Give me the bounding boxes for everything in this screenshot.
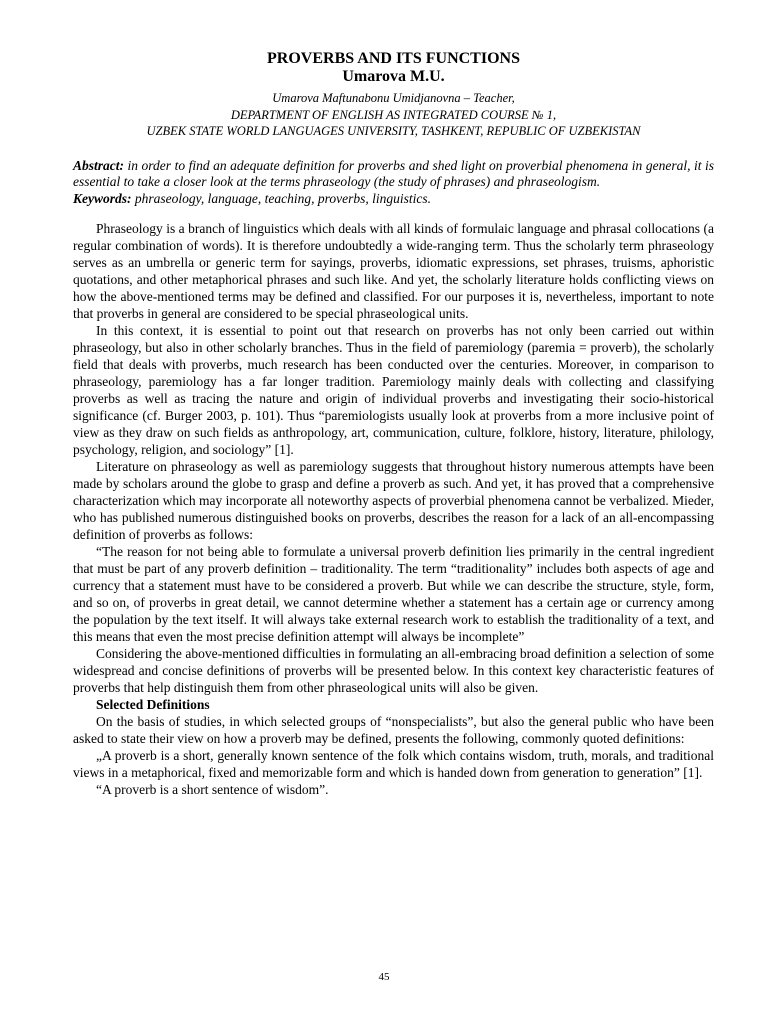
keywords-text: phraseology, language, teaching, proverbs, linguistics. [131, 190, 431, 206]
body-paragraph-3: Literature on phraseology as well as paremiology suggests that throughout history numerous attempts have been made by scholars around the globe to grasp and define a proverb as such. And yet, it has proved that a comprehensive characterization which may incorporate all noteworthy aspects of proverbial phenomena cannot be verbalized. Mieder, who has published numerous distinguished books on proverbs, describes the reason for a lack of an all-encompassing definition of proverbs as follows: [73, 459, 714, 542]
definition-2: “A proverb is a short sentence of wisdom”. [96, 782, 329, 797]
body-paragraph-5: Considering the above-mentioned difficulties in formulating an all-embracing broad definition a selection of some widespread and concise definitions of proverbs will be presented below. In this context key characteristic features of proverbs that help distinguish them from other phraseological units will also be given. [73, 646, 714, 695]
affiliation-line-2: DEPARTMENT OF ENGLISH AS INTEGRATED COURSE № 1, [230, 107, 557, 122]
keywords [73, 191, 714, 208]
page-number: 45 [378, 971, 390, 983]
affiliation-line-1: Umarova Maftunabonu Umidjanovna – Teacher, [272, 91, 515, 105]
body-paragraph-1: Phraseology is a branch of linguistics which deals with all kinds of formulaic language and phrasal collocations (a regular combination of words). It is therefore undoubtedly a wide-ranging term. Thus the scholarly term phraseology serves as an umbrella or generic term for sayings, proverbs, idiomatic expressions, set phrases, truisms, aphoristic quotations, and other metaphorical phrases and such like. And yet, the scholarly literature holds conflicting views on how the above-mentioned terms may be defined and classified. For our purposes it is, nevertheless, important to note that proverbs in general are considered to be special phraseological units. [73, 221, 714, 321]
author-name: Umarova M.U. [342, 68, 445, 85]
abstract-text: in order to find an adequate definition for proverbs and shed light on proverbial phenomena in general, it is essential to take a closer look at the terms phraseology (the study of phrases) and phraseologism. [73, 157, 714, 189]
body-paragraph-6: On the basis of studies, in which selected groups of “nonspecialists”, but also the general public who have been asked to state their view on how a proverb may be defined, presents the following, commonly quoted definitions: [73, 714, 714, 746]
definition-1: „A proverb is a short, generally known sentence of the folk which contains wisdom, truth, morals, and traditional views in a metaphorical, fixed and memorizable form and which is handed down from generation to generation” [1]. [73, 748, 714, 780]
keywords-label: Keywords: [73, 190, 132, 206]
body-paragraph-2: In this context, it is essential to point out that research on proverbs has not only been carried out within phraseology, but also in other scholarly branches. Thus in the field of paremiology (paremia = proverb), the scholarly field that deals with proverbs, much research has been conducted over the centuries. Moreover, in comparison to phraseology, paremiology has a far longer tradition. Paremiology mainly deals with collecting and classifying proverbs as well as tracing the nature and origin of individual proverbs and investigating their socio-historical significance (cf. Burger 2003, p. 101). Thus “paremiologists usually look at proverbs from a more inclusive point of view as they draw on such fields as anthropology, art, communication, culture, folklore, history, literature, philology, psychology, religion, and sociology” [1]. [73, 323, 714, 457]
body-quote: “The reason for not being able to formulate a universal proverb definition lies primarily in the central ingredient that must be part of any proverb definition – traditionality. The term “traditionality” includes both aspects of age and currency that a statement must have to be considered a proverb. But while we can describe the structure, style, form, and so on, of proverbs in great detail, we cannot determine whether a statement has a certain age or currency among the population by the text itself. It will always take external research work to establish the traditionality of a text, and this means that even the most precise definition attempt will always be incomplete” [73, 544, 714, 644]
paper-title: PROVERBS AND ITS FUNCTIONS [267, 50, 520, 67]
section-heading: Selected Definitions [96, 697, 210, 712]
affiliation-line-3: UZBEK STATE WORLD LANGUAGES UNIVERSITY, TASHKENT, REPUBLIC OF UZBEKISTAN [146, 124, 641, 138]
abstract [73, 158, 714, 191]
abstract-label: Abstract: [73, 157, 125, 173]
